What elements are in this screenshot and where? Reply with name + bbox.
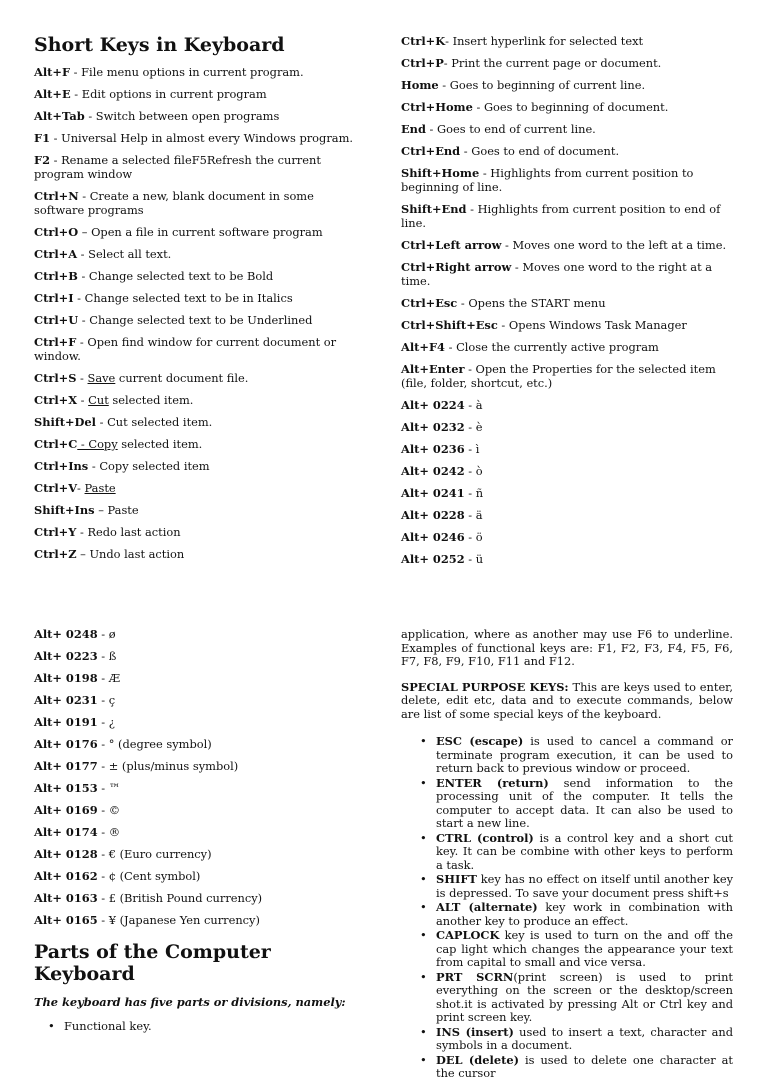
shortcut-key: Shift+Home: [401, 166, 480, 180]
separator: -: [97, 671, 109, 685]
special-key-desc: used to insert a text, character and symbols in a document.: [436, 1024, 733, 1052]
separator: -: [97, 649, 109, 663]
shortcut-desc: Cut selected item.: [107, 415, 213, 429]
special-key-desc: is used to cancel a command or terminate program execution, it can be used to return back to previous window or proceed.: [436, 734, 733, 775]
shortcut-row: [401, 144, 741, 158]
shortcut-key: Alt+ 0128: [34, 847, 98, 861]
special-key-desc: is a control key and a short cut key. It can be combine with other keys to perform a task.: [436, 830, 733, 872]
shortcut-desc: Edit options in current program: [81, 87, 267, 101]
alt-code-row: [34, 913, 364, 927]
alt-code-row: [34, 737, 364, 751]
separator: -: [70, 87, 82, 101]
shortcut-row: [401, 202, 741, 230]
separator: -: [78, 189, 90, 203]
shortcut-row: [34, 247, 364, 261]
separator: -: [97, 715, 109, 729]
shortcut-row: [34, 269, 364, 283]
special-key-alias: (control): [471, 830, 534, 845]
shortcut-row: [34, 503, 364, 517]
shortcut-desc-underlined: Cut: [88, 393, 109, 407]
special-keys-column: [401, 628, 733, 1082]
shortcut-key: Ctrl+N: [34, 189, 79, 203]
shortcut-key: Alt+ 0252: [401, 552, 465, 566]
special-key-desc: key work in combination with another key to produce an effect.: [436, 900, 733, 928]
shortcut-desc: ©: [108, 803, 121, 817]
separator: -: [78, 313, 90, 327]
shortcut-desc: ì: [475, 442, 480, 456]
shortcut-key: Ctrl+Shift+Esc: [401, 318, 498, 332]
shortcut-row: [34, 65, 364, 79]
special-key-item: [436, 901, 733, 928]
shortcut-desc: Highlights from current position to end of line.: [401, 202, 721, 230]
shortcut-desc: Highlights from current position to beginning of line.: [401, 166, 694, 194]
shortcut-key: Alt+ 0248: [34, 627, 98, 641]
shortcuts-right-column: [401, 34, 741, 574]
shortcut-desc: selected item.: [117, 437, 203, 451]
separator: -: [50, 153, 62, 167]
separator: -: [97, 759, 109, 773]
special-key-name: ENTER: [436, 775, 482, 790]
separator: -: [76, 525, 88, 539]
shortcut-key: Alt+ 0163: [34, 891, 98, 905]
separator: -: [457, 296, 469, 310]
alt-code-list: [34, 627, 364, 927]
shortcut-row: [34, 415, 364, 429]
shortcut-key: Alt+ 0169: [34, 803, 98, 817]
special-keys-text: This are keys used to enter, delete, edit etc, data and to execute commands, below are list of some special keys of the keyboard.: [401, 679, 733, 721]
shortcut-row: [34, 291, 364, 305]
shortcut-row: [34, 153, 364, 181]
shortcut-key: Alt+ 0242: [401, 464, 465, 478]
shortcut-desc: ¥ (Japanese Yen currency): [108, 913, 260, 927]
separator: -: [97, 847, 109, 861]
separator: –: [76, 547, 90, 561]
separator: -: [97, 803, 109, 817]
special-keys-list: [436, 735, 733, 1081]
shortcut-desc: Print the current page or document.: [451, 56, 662, 70]
shortcut-desc: £ (British Pound currency): [108, 891, 263, 905]
shortcut-desc: Undo last action: [89, 547, 185, 561]
shortcut-key: Alt+ 0246: [401, 530, 465, 544]
separator: -: [84, 109, 96, 123]
separator: -: [77, 481, 85, 495]
separator: -: [444, 340, 457, 354]
shortcut-key: Alt+ 0177: [34, 759, 98, 773]
special-key-desc: is used to delete one character at the cursor: [436, 1052, 734, 1080]
alt-code-row: [34, 781, 364, 795]
special-key-desc: (print screen) is used to print everything on the screen or the desktop/screen shot.it is activated by pressing Alt or Ctrl key and print screen key.: [436, 969, 733, 1024]
separator: -: [97, 913, 109, 927]
shortcut-row: [401, 166, 741, 194]
shortcut-desc: Goes to beginning of current line.: [449, 78, 646, 92]
alt-code-row: [34, 825, 364, 839]
separator: -: [76, 371, 88, 385]
separator: -: [464, 552, 476, 566]
shortcut-row: [34, 225, 364, 239]
shortcut-key: Ctrl+K: [401, 34, 446, 48]
parts-list: [64, 1019, 364, 1033]
shortcut-desc: ®: [108, 825, 121, 839]
shortcut-key: Alt+ 0198: [34, 671, 98, 685]
shortcut-desc: Select all text.: [88, 247, 172, 261]
special-key-name: ESC: [436, 734, 462, 748]
shortcut-key: Alt+ 0231: [34, 693, 98, 707]
shortcut-key: Ctrl+C: [34, 437, 78, 451]
shortcut-desc: ± (plus/minus symbol): [108, 759, 239, 773]
shortcut-key: Alt+ 0223: [34, 649, 98, 663]
shortcut-row: [401, 238, 741, 252]
shortcuts-left-column: [34, 34, 364, 569]
shortcut-desc: selected item.: [108, 393, 194, 407]
shortcut-key: Ctrl+I: [34, 291, 74, 305]
shortcut-desc: Copy selected item: [99, 459, 210, 473]
alt-codes-column: [34, 627, 364, 1033]
alt-code-row: [34, 869, 364, 883]
special-key-item: [436, 971, 733, 1025]
separator: -: [77, 393, 89, 407]
alt-code-row: [34, 671, 364, 685]
separator: -: [77, 247, 89, 261]
alt-code-row: [34, 649, 364, 663]
separator: -: [97, 627, 109, 641]
shortcut-row: [401, 296, 741, 310]
shortcut-row: [401, 398, 741, 412]
shortcut-desc: Open a file in current software program: [91, 225, 323, 239]
separator: -: [96, 415, 108, 429]
shortcut-desc: Opens the START menu: [468, 296, 606, 310]
shortcut-desc: ø: [108, 627, 116, 641]
shortcut-desc: Moves one word to the right at a time.: [401, 260, 713, 288]
special-key-item: [436, 777, 733, 831]
special-key-desc: key is used to turn on the and off the cap light which changes the appearance your text from capital to small and vice versa.: [436, 928, 733, 969]
shortcut-key: F1: [34, 131, 51, 145]
shortcut-desc: Universal Help in almost every Windows program.: [61, 131, 353, 145]
special-key-alias: (insert): [459, 1024, 514, 1039]
separator: -: [97, 737, 109, 751]
alt-code-row: [34, 847, 364, 861]
special-key-name: PRT SCRN: [436, 969, 514, 984]
shortcut-desc: Goes to end of current line.: [437, 122, 596, 136]
separator: -: [97, 693, 109, 707]
shortcut-row: [34, 547, 364, 561]
shortcut-row: [401, 530, 741, 544]
shortcut-desc: ò: [475, 464, 483, 478]
special-key-item: [436, 1054, 733, 1081]
separator: -: [97, 869, 109, 883]
shortcut-row: [401, 442, 741, 456]
shortcut-desc: Switch between open programs: [95, 109, 280, 123]
shortcut-key: Ctrl+End: [401, 144, 461, 158]
shortcut-key: Alt+Enter: [401, 362, 465, 376]
shortcut-desc: Rename a selected fileF5Refresh the current program window: [34, 153, 321, 181]
separator: -: [70, 65, 82, 79]
shortcut-key: Alt+ 0224: [401, 398, 465, 412]
alt-code-row: [34, 759, 364, 773]
separator: -: [97, 781, 109, 795]
shortcut-key: Ctrl+S: [34, 371, 77, 385]
shortcut-key: Alt+E: [34, 87, 71, 101]
shortcut-row: [34, 393, 364, 407]
shortcut-desc: Open the Properties for the selected item (file, folder, shortcut, etc.): [401, 362, 716, 390]
shortcut-row: [401, 362, 741, 390]
shortcut-row: [401, 34, 741, 48]
separator: -: [97, 825, 109, 839]
special-key-name: DEL: [436, 1052, 463, 1067]
shortcut-desc: Change selected text to be Underlined: [89, 313, 313, 327]
shortcut-desc: Insert hyperlink for selected text: [452, 34, 644, 48]
shortcut-list-left: [34, 65, 364, 561]
separator: -: [464, 508, 476, 522]
parts-intro: The keyboard has five parts or divisions, namely:: [34, 995, 346, 1009]
shortcut-desc: Create a new, blank document in some software programs: [34, 189, 314, 217]
shortcut-key: Ctrl+B: [34, 269, 78, 283]
shortcut-desc: ¿: [108, 715, 115, 729]
shortcut-desc: ç: [108, 693, 116, 707]
shortcut-key: Ctrl+A: [34, 247, 78, 261]
shortcut-row: [401, 508, 741, 522]
separator: -: [464, 486, 476, 500]
separator: -: [77, 269, 89, 283]
shortcut-desc: è: [475, 420, 483, 434]
list-item: • Functional key.: [64, 1019, 364, 1033]
separator: -: [464, 464, 476, 478]
alt-code-row: [34, 891, 364, 905]
shortcut-list-right: [401, 34, 741, 566]
shortcut-key: Alt+ 0174: [34, 825, 98, 839]
shortcut-desc: Redo last action: [87, 525, 181, 539]
special-key-alias: (alternate): [460, 900, 538, 914]
shortcut-desc: ö: [475, 530, 483, 544]
separator: -: [438, 78, 450, 92]
shortcut-desc: Close the currently active program: [456, 340, 659, 354]
separator: -: [464, 362, 476, 376]
shortcut-key: Alt+F: [34, 65, 71, 79]
shortcut-key: Shift+Del: [34, 415, 96, 429]
shortcut-key: Ctrl+Esc: [401, 296, 458, 310]
shortcut-desc: Open find window for current document or window.: [34, 335, 337, 363]
separator: -: [460, 144, 472, 158]
separator: -: [472, 100, 484, 114]
shortcut-desc: ° (degree symbol): [108, 737, 212, 751]
section-title: Short Keys in Keyboard: [34, 34, 285, 56]
shortcut-key: Alt+ 0232: [401, 420, 465, 434]
shortcut-row: [401, 340, 741, 354]
special-key-desc: key has no effect on itself until another key is depressed. To save your document press shift+s: [436, 872, 733, 900]
shortcut-key: Ctrl+O: [34, 225, 79, 239]
shortcut-key: Ctrl+Ins: [34, 459, 89, 473]
separator: -: [464, 420, 476, 434]
shortcut-key: Alt+ 0162: [34, 869, 98, 883]
shortcut-row: [34, 87, 364, 101]
shortcut-key: Alt+ 0191: [34, 715, 98, 729]
shortcut-desc: current document file.: [115, 371, 249, 385]
separator: -: [479, 166, 491, 180]
shortcut-desc: Goes to beginning of document.: [483, 100, 669, 114]
shortcut-row: [401, 56, 741, 70]
shortcut-row: [34, 109, 364, 123]
shortcut-row: [34, 371, 364, 385]
special-key-name: CAPLOCK: [436, 928, 500, 942]
separator: -: [464, 442, 476, 456]
shortcut-row: [401, 318, 741, 332]
shortcut-row: [401, 260, 741, 288]
alt-code-row: [34, 627, 364, 641]
special-key-desc: send information to the processing unit of the computer. It tells the computer to accept data. It can also be used to start a new line.: [436, 775, 733, 830]
shortcut-desc: à: [475, 398, 483, 412]
special-key-name: SHIFT: [436, 872, 477, 886]
separator: -: [511, 260, 523, 274]
shortcut-key: Ctrl+Z: [34, 547, 77, 561]
shortcut-desc: ¢ (Cent symbol): [108, 869, 201, 883]
shortcut-key: Ctrl+P: [401, 56, 444, 70]
shortcut-desc: ß: [108, 649, 117, 663]
shortcut-key: Ctrl+F: [34, 335, 77, 349]
special-key-name: ALT: [436, 900, 461, 914]
special-keys-label: SPECIAL PURPOSE KEYS:: [401, 679, 569, 694]
shortcut-row: [401, 420, 741, 434]
separator: –: [94, 503, 108, 517]
separator: -: [73, 291, 85, 305]
alt-code-row: [34, 693, 364, 707]
special-key-item: [436, 735, 733, 776]
shortcut-desc-underlined: Save: [87, 371, 116, 385]
separator: -: [497, 318, 509, 332]
shortcut-desc: Moves one word to the left at a time.: [512, 238, 727, 252]
shortcut-row: [401, 552, 741, 566]
alt-code-row: [34, 803, 364, 817]
separator: -: [466, 202, 478, 216]
shortcut-key: F2: [34, 153, 51, 167]
shortcut-row: [401, 486, 741, 500]
shortcut-desc: ä: [475, 508, 483, 522]
shortcut-row: [34, 313, 364, 327]
shortcut-key: Shift+Ins: [34, 503, 95, 517]
shortcut-key: Alt+ 0176: [34, 737, 98, 751]
special-key-name: CTRL: [436, 830, 472, 845]
separator: -: [464, 530, 476, 544]
special-keys-paragraph: [401, 681, 733, 722]
shortcut-row: [34, 131, 364, 145]
shortcut-desc: € (Euro currency): [108, 847, 212, 861]
shortcut-desc-underlined: - Copy: [77, 437, 118, 451]
shortcut-desc: Change selected text to be Bold: [88, 269, 274, 283]
shortcut-desc: ü: [475, 552, 484, 566]
shortcut-key: Ctrl+Right arrow: [401, 260, 512, 274]
separator: -: [445, 34, 453, 48]
parts-title: Parts of the Computer Keyboard: [34, 941, 271, 985]
shortcut-row: [34, 437, 364, 451]
shortcut-key: Alt+Tab: [34, 109, 85, 123]
function-keys-paragraph: application, where as another may use F6 to underline. Examples of functional keys are: F1, F2, F3, F4, F5, F6, F7, F8, F9, F10, F11 and F12.: [401, 627, 733, 668]
shortcut-key: Alt+ 0236: [401, 442, 465, 456]
shortcut-desc: ™: [108, 781, 121, 795]
shortcut-key: Alt+ 0153: [34, 781, 98, 795]
shortcut-key: Alt+ 0241: [401, 486, 465, 500]
shortcut-desc: Change selected text to be in Italics: [84, 291, 293, 305]
shortcut-key: End: [401, 122, 426, 136]
special-key-alias: (delete): [462, 1052, 519, 1067]
shortcut-key: Shift+End: [401, 202, 467, 216]
shortcut-row: [401, 122, 741, 136]
special-key-alias: (escape): [461, 734, 524, 748]
separator: -: [501, 238, 513, 252]
shortcut-key: Ctrl+Left arrow: [401, 238, 502, 252]
shortcut-desc: Paste: [107, 503, 139, 517]
separator: -: [88, 459, 100, 473]
shortcut-desc: Opens Windows Task Manager: [508, 318, 687, 332]
special-key-alias: (return): [481, 775, 549, 790]
separator: -: [97, 891, 109, 905]
shortcut-desc: File menu options in current program.: [81, 65, 304, 79]
shortcut-desc: ñ: [475, 486, 484, 500]
separator: -: [443, 56, 452, 70]
alt-code-row: [34, 715, 364, 729]
separator: -: [76, 335, 88, 349]
shortcut-key: Ctrl+V: [34, 481, 78, 495]
shortcut-desc-underlined: Paste: [84, 481, 116, 495]
shortcut-desc: Goes to end of document.: [471, 144, 620, 158]
special-key-item: [436, 929, 733, 970]
shortcut-key: Ctrl+Home: [401, 100, 473, 114]
shortcut-row: [401, 464, 741, 478]
shortcut-row: [34, 335, 364, 363]
separator: -: [50, 131, 62, 145]
special-key-item: [436, 873, 733, 900]
shortcut-row: [34, 189, 364, 217]
special-key-item: [436, 832, 733, 873]
special-key-name: INS: [436, 1024, 460, 1039]
shortcut-key: Ctrl+X: [34, 393, 78, 407]
shortcut-key: Alt+ 0228: [401, 508, 465, 522]
shortcut-desc: Æ: [108, 671, 121, 685]
shortcut-key: Alt+ 0165: [34, 913, 98, 927]
shortcut-key: Alt+F4: [401, 340, 445, 354]
shortcut-row: [401, 100, 741, 114]
shortcut-key: Ctrl+Y: [34, 525, 77, 539]
separator: –: [78, 225, 92, 239]
special-key-item: [436, 1026, 733, 1053]
shortcut-row: [34, 481, 364, 495]
shortcut-key: Ctrl+U: [34, 313, 79, 327]
shortcut-row: [401, 78, 741, 92]
shortcut-row: [34, 459, 364, 473]
shortcut-row: [34, 525, 364, 539]
separator: -: [464, 398, 476, 412]
separator: -: [425, 122, 438, 136]
shortcut-key: Home: [401, 78, 439, 92]
